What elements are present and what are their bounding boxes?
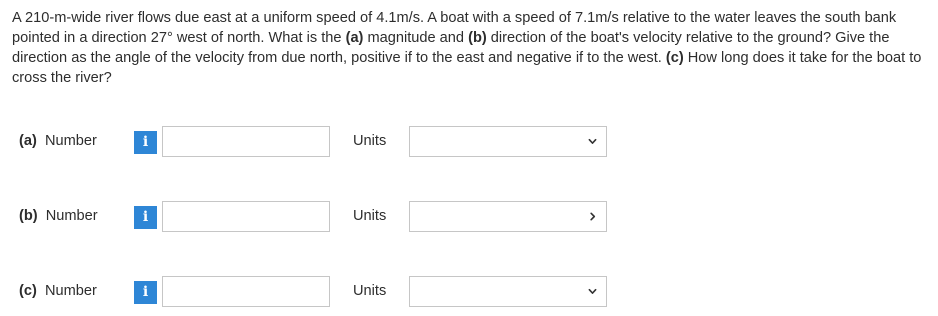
part-c-info-icon[interactable]: i — [134, 281, 157, 304]
chevron-down-icon — [588, 137, 597, 146]
question-text-2: magnitude and — [363, 30, 469, 46]
part-c-letter: (c) — [19, 283, 37, 299]
part-b-number-label: Number — [45, 208, 98, 224]
part-c-units-select[interactable] — [409, 276, 607, 307]
answer-row-c — [0, 275, 938, 309]
part-b-info-icon[interactable]: i — [134, 206, 157, 229]
chevron-right-icon — [588, 212, 597, 221]
answer-row-a — [0, 125, 938, 159]
part-a-letter: (a) — [19, 133, 37, 149]
part-b-label — [19, 208, 98, 224]
part-c-number-input[interactable] — [162, 276, 330, 307]
question-text — [12, 8, 930, 88]
part-b-number-input[interactable] — [162, 201, 330, 232]
part-b-units-label: Units — [353, 208, 387, 224]
answer-row-b — [0, 200, 938, 234]
part-a-label — [19, 133, 97, 149]
part-c-units-label: Units — [353, 283, 387, 299]
part-c-number-label: Number — [44, 283, 97, 299]
part-a-marker: (a) — [345, 30, 364, 46]
part-c-label — [19, 283, 97, 299]
question-text-3: direction of the boat's velocity relative to the ground? Give the direction as the angle of the velocity from due north, positive if to the east and negative if to the west. — [12, 30, 890, 66]
part-a-number-input[interactable] — [162, 126, 330, 157]
part-a-number-label: Number — [44, 133, 97, 149]
part-b-marker: (b) — [468, 30, 487, 46]
question-text-1: A 210-m-wide river flows due east at a uniform speed of 4.1m/s. A boat with a speed of 7.1m/s relative to the water leaves the south bank pointed in a direction 27° west of north. What is the — [12, 10, 897, 46]
question-text-4: How long does it take for the boat to cross the river? — [12, 50, 922, 86]
part-c-marker: (c) — [665, 50, 684, 66]
part-b-letter: (b) — [19, 208, 38, 224]
chevron-down-icon — [588, 287, 597, 296]
part-b-units-select[interactable] — [409, 201, 607, 232]
part-a-info-icon[interactable]: i — [134, 131, 157, 154]
part-a-units-label: Units — [353, 133, 387, 149]
part-a-units-select[interactable] — [409, 126, 607, 157]
